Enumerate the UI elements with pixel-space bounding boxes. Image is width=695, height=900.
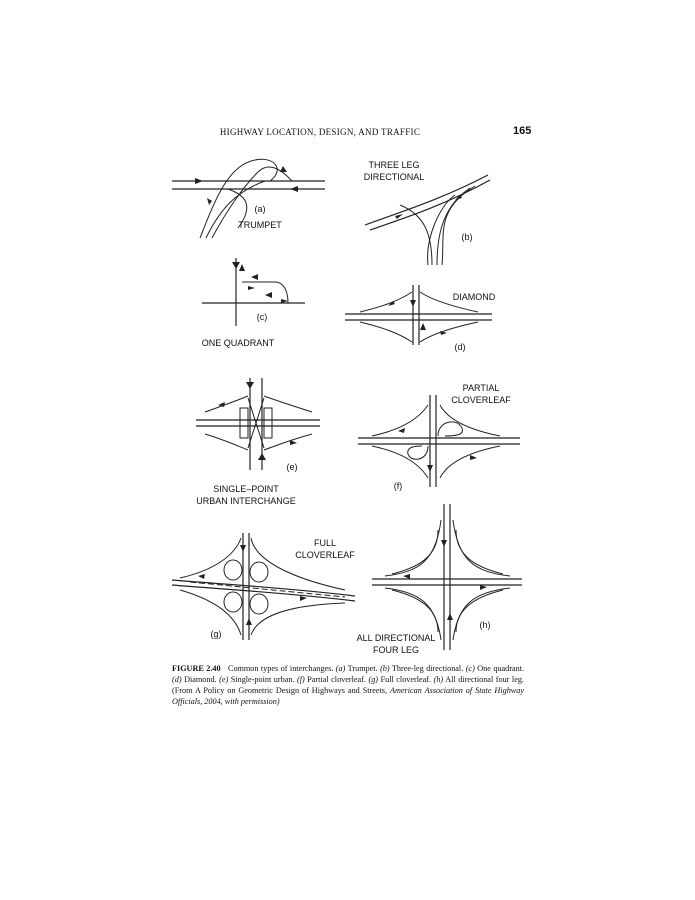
panel-h-name-line2: FOUR LEG [372, 645, 420, 655]
panel-e-single-point-urban [196, 378, 320, 470]
caption-lead: Common types of interchanges. [227, 664, 334, 673]
panel-f-name-line1: PARTIAL [462, 383, 500, 393]
panel-b-name-line2: DIRECTIONAL [363, 172, 425, 182]
panel-f-letter: (f) [393, 481, 403, 491]
caption-item-g: Full cloverleaf. [380, 675, 432, 684]
panel-e-name-line2: URBAN INTERCHANGE [196, 496, 296, 506]
panel-e-name-line1: SINGLE–POINT [213, 484, 279, 494]
panel-c-letter: (c) [256, 312, 268, 322]
panel-g-name-line2: CLOVERLEAF [295, 550, 355, 560]
figure-caption [172, 663, 524, 707]
caption-item-a: Trumpet. [347, 664, 378, 673]
caption-figure-number: FIGURE 2.40 [172, 664, 221, 673]
caption-item-f-letter: (f) [297, 675, 305, 684]
panel-c-name: ONE QUADRANT [201, 338, 275, 348]
panel-d-letter: (d) [454, 342, 466, 352]
panel-f-name-line2: CLOVERLEAF [451, 395, 511, 405]
caption-item-d-letter: (d) [172, 675, 182, 684]
panel-d-name: DIAMOND [452, 292, 496, 302]
panel-e-letter: (e) [286, 462, 298, 472]
panel-h-all-directional-four-leg [372, 504, 522, 650]
running-header-title: HIGHWAY LOCATION, DESIGN, AND TRAFFIC [219, 127, 421, 137]
panel-h-name-line1: ALL DIRECTIONAL [356, 633, 436, 643]
caption-item-b-letter: (b) [380, 664, 390, 673]
panel-g-letter: (g) [210, 629, 222, 639]
caption-item-a-letter: (a) [335, 664, 346, 673]
caption-item-c-letter: (c) [465, 664, 475, 673]
caption-item-d: Diamond. [184, 675, 217, 684]
caption-item-h-letter: (h) [433, 675, 444, 684]
caption-source-org: American Association of State Highway Officials, 2004, with permission) [172, 686, 524, 706]
caption-item-e: Single-point urban. [230, 675, 295, 684]
caption-item-h: All directional four leg. [445, 675, 524, 684]
panel-g-name-line1: FULL [313, 538, 337, 548]
caption-source-title: A Policy on Geometric Design of Highways and Streets, [194, 686, 388, 695]
page-number: 165 [513, 125, 532, 137]
panel-h-letter: (h) [479, 620, 491, 630]
panel-b-three-leg-directional [365, 175, 490, 265]
caption-item-b: Three-leg directional. [391, 664, 464, 673]
panel-f-partial-cloverleaf [358, 395, 520, 487]
panel-b-name-line1: THREE LEG [368, 160, 420, 170]
panel-a-name: TRUMPET [238, 220, 282, 230]
caption-item-g-letter: (g) [368, 675, 379, 684]
caption-item-f: Partial cloverleaf. [307, 675, 366, 684]
caption-item-c: One quadrant. [477, 664, 525, 673]
panel-b-letter: (b) [461, 232, 473, 242]
panel-c-one-quadrant [202, 258, 305, 326]
caption-source-prefix: (From [172, 686, 193, 695]
panel-a-letter: (a) [254, 204, 266, 214]
caption-item-e-letter: (e) [219, 675, 229, 684]
